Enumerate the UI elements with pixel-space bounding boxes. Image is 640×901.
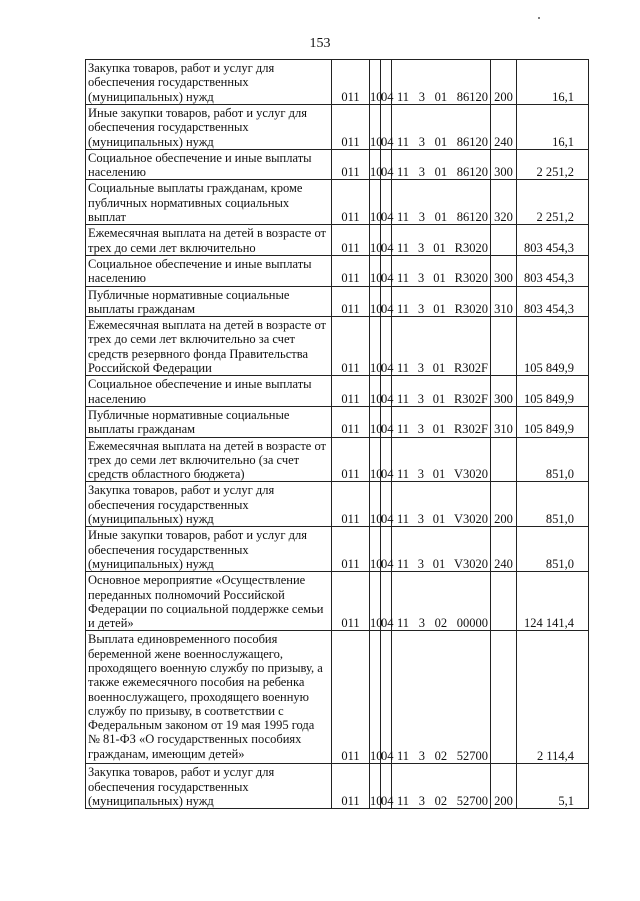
event-code: 01 [433, 271, 446, 286]
event-code: 02 [434, 616, 448, 631]
amount: 851,0 [517, 482, 589, 527]
amount: 803 454,3 [517, 255, 589, 286]
admin-code: 011 [332, 149, 370, 180]
row-name: Закупка товаров, работ и услуг для обеспечения государственных (муниципальных) нужд [88, 765, 275, 808]
subsection-code: 04 [381, 105, 392, 150]
admin-code: 011 [332, 406, 370, 437]
subsection-code: 04 [381, 764, 392, 809]
target-article-cell [392, 180, 491, 225]
section-code: 10 [370, 406, 381, 437]
direction-code: R3020 [454, 271, 488, 286]
program-code: 11 [397, 240, 410, 255]
expense-type-code [491, 437, 517, 482]
section-code: 10 [370, 286, 381, 317]
expense-type-code: 200 [491, 60, 517, 105]
expense-type-code: 320 [491, 180, 517, 225]
subsection-code: 04 [381, 437, 392, 482]
subprogram-code: 3 [417, 361, 425, 376]
section-code: 10 [370, 376, 381, 407]
subprogram-code: 3 [418, 271, 425, 286]
row-name: Ежемесячная выплата на детей в возрасте от трех до семи лет включительно [88, 226, 327, 255]
target-article-cell [392, 631, 491, 764]
target-article [395, 512, 490, 526]
direction-code: 86120 [456, 89, 488, 104]
budget-table [85, 59, 589, 809]
subprogram-code: 3 [418, 134, 425, 149]
program-code: 11 [397, 467, 410, 482]
amount: 2 251,2 [517, 180, 589, 225]
expense-type-code: 240 [491, 105, 517, 150]
subprogram-code: 3 [417, 512, 425, 527]
section-code: 10 [370, 572, 381, 631]
admin-code: 011 [332, 180, 370, 225]
table-row [86, 572, 589, 631]
row-name-cell [86, 225, 332, 256]
event-code: 01 [434, 165, 448, 180]
row-name-cell [86, 527, 332, 572]
row-name: Закупка товаров, работ и услуг для обеспечения государственных (муниципальных) нужд [88, 61, 275, 104]
row-name-cell [86, 631, 332, 764]
row-name: Социальное обеспечение и иные выплаты населению [88, 256, 312, 286]
row-name-cell [86, 376, 332, 407]
admin-code: 011 [332, 60, 370, 105]
admin-code: 011 [332, 437, 370, 482]
target-article-cell [392, 105, 491, 150]
target-article [395, 271, 490, 285]
section-code: 10 [370, 437, 381, 482]
admin-code: 011 [332, 225, 370, 256]
direction-code: V3020 [453, 556, 488, 571]
event-code: 01 [432, 556, 446, 571]
admin-code: 011 [332, 105, 370, 150]
section-code: 10 [370, 60, 381, 105]
subsection-code: 04 [381, 527, 392, 572]
subprogram-code: 3 [417, 422, 425, 437]
target-article-cell [392, 317, 491, 376]
subprogram-code: 3 [418, 165, 425, 180]
budget-table-body [86, 60, 589, 809]
row-name: Иные закупки товаров, работ и услуг для обеспечения государственных (муниципальных) нужд [88, 106, 308, 149]
subprogram-code: 3 [418, 616, 425, 631]
row-name-cell [86, 286, 332, 317]
target-article-cell [392, 149, 491, 180]
subsection-code: 04 [381, 149, 392, 180]
program-code: 11 [397, 749, 410, 764]
admin-code: 011 [332, 317, 370, 376]
table-row [86, 225, 589, 256]
amount: 16,1 [517, 60, 589, 105]
amount: 803 454,3 [517, 225, 589, 256]
target-article [395, 302, 490, 316]
direction-code: R302F [453, 391, 488, 406]
subprogram-code: 3 [418, 301, 425, 316]
table-row [86, 764, 589, 809]
program-code: 11 [397, 422, 410, 437]
target-article-cell [392, 255, 491, 286]
program-code: 11 [397, 512, 410, 527]
target-article-cell [392, 225, 491, 256]
table-row [86, 286, 589, 317]
expense-type-code [491, 572, 517, 631]
event-code: 01 [434, 210, 448, 225]
row-name: Иные закупки товаров, работ и услуг для обеспечения государственных (муниципальных) нужд [88, 528, 308, 571]
admin-code: 011 [332, 764, 370, 809]
admin-code: 011 [332, 527, 370, 572]
event-code: 02 [434, 749, 448, 764]
section-code: 10 [370, 255, 381, 286]
table-row [86, 527, 589, 572]
page-number: 153 [309, 36, 331, 51]
event-code: 01 [434, 89, 448, 104]
event-code: 01 [432, 512, 446, 527]
amount: 5,1 [517, 764, 589, 809]
expense-type-code: 310 [491, 286, 517, 317]
scan-speck [538, 17, 540, 19]
target-article-cell [392, 482, 491, 527]
expense-type-code: 200 [491, 482, 517, 527]
target-article [395, 616, 490, 630]
section-code: 10 [370, 105, 381, 150]
event-code: 01 [433, 301, 446, 316]
table-row [86, 317, 589, 376]
expense-type-code: 300 [491, 149, 517, 180]
expense-type-code: 200 [491, 764, 517, 809]
row-name: Ежемесячная выплата на детей в возрасте от трех до семи лет включительно за счет средств резервного фонда Правительства Российской Федерации [88, 318, 327, 376]
row-name-cell [86, 764, 332, 809]
program-code: 11 [397, 616, 410, 631]
target-article-cell [392, 286, 491, 317]
event-code: 01 [434, 134, 448, 149]
direction-code: 86120 [456, 134, 488, 149]
amount: 16,1 [517, 105, 589, 150]
table-row [86, 406, 589, 437]
subsection-code: 04 [381, 317, 392, 376]
row-name-cell [86, 149, 332, 180]
admin-code: 011 [332, 631, 370, 764]
subprogram-code: 3 [418, 749, 425, 764]
row-name-cell [86, 60, 332, 105]
section-code: 10 [370, 631, 381, 764]
table-row [86, 60, 589, 105]
target-article [395, 361, 490, 375]
target-article [395, 794, 490, 808]
row-name: Закупка товаров, работ и услуг для обеспечения государственных (муниципальных) нужд [88, 483, 275, 527]
table-row [86, 437, 589, 482]
target-article-cell [392, 572, 491, 631]
program-code: 11 [397, 134, 410, 149]
target-article-cell [392, 527, 491, 572]
expense-type-code: 310 [491, 406, 517, 437]
row-name: Основное мероприятие «Осуществление переданных полномочий Российской Федерации по социальной поддержке семьи и детей» [88, 573, 324, 631]
subsection-code: 04 [381, 482, 392, 527]
table-row [86, 255, 589, 286]
target-article-cell [392, 376, 491, 407]
direction-code: R3020 [454, 301, 488, 316]
expense-type-code [491, 225, 517, 256]
amount: 2 114,4 [517, 631, 589, 764]
subprogram-code: 3 [417, 556, 425, 571]
expense-type-code: 300 [491, 376, 517, 407]
admin-code: 011 [332, 255, 370, 286]
target-article-cell [392, 437, 491, 482]
event-code: 01 [433, 240, 446, 255]
row-name-cell [86, 406, 332, 437]
direction-code: 86120 [456, 210, 488, 225]
table-row [86, 149, 589, 180]
direction-code: 86120 [456, 165, 488, 180]
event-code: 01 [432, 422, 446, 437]
direction-code: 00000 [456, 616, 488, 631]
program-code: 11 [397, 391, 410, 406]
admin-code: 011 [332, 482, 370, 527]
subprogram-code: 3 [418, 210, 425, 225]
amount: 803 454,3 [517, 286, 589, 317]
table-row [86, 105, 589, 150]
subprogram-code: 3 [418, 794, 425, 809]
subsection-code: 04 [381, 376, 392, 407]
table-row [86, 376, 589, 407]
target-article-cell [392, 60, 491, 105]
expense-type-code [491, 317, 517, 376]
subsection-code: 04 [381, 60, 392, 105]
table-row [86, 631, 589, 764]
section-code: 10 [370, 317, 381, 376]
program-code: 11 [397, 794, 410, 809]
expense-type-code: 300 [491, 255, 517, 286]
section-code: 10 [370, 527, 381, 572]
row-name: Социальное обеспечение и иные выплаты населению [88, 150, 312, 180]
subprogram-code: 3 [418, 89, 425, 104]
program-code: 11 [397, 89, 410, 104]
subprogram-code: 3 [417, 467, 425, 482]
program-code: 11 [397, 165, 410, 180]
amount: 105 849,9 [517, 406, 589, 437]
section-code: 10 [370, 180, 381, 225]
section-code: 10 [370, 482, 381, 527]
direction-code: R3020 [454, 240, 488, 255]
subprogram-code: 3 [417, 391, 425, 406]
event-code: 02 [434, 794, 448, 809]
subsection-code: 04 [381, 406, 392, 437]
amount: 124 141,4 [517, 572, 589, 631]
target-article-cell [392, 764, 491, 809]
row-name-cell [86, 255, 332, 286]
expense-type-code [491, 631, 517, 764]
target-article [395, 135, 490, 149]
admin-code: 011 [332, 376, 370, 407]
row-name-cell [86, 105, 332, 150]
row-name: Публичные нормативные социальные выплаты гражданам [88, 407, 290, 437]
program-code: 11 [397, 556, 410, 571]
row-name: Социальное обеспечение и иные выплаты населению [88, 377, 312, 406]
expense-type-code: 240 [491, 527, 517, 572]
subsection-code: 04 [381, 572, 392, 631]
subsection-code: 04 [381, 255, 392, 286]
admin-code: 011 [332, 572, 370, 631]
row-name: Публичные нормативные социальные выплаты гражданам [88, 287, 290, 316]
direction-code: R302F [453, 422, 488, 437]
event-code: 01 [432, 361, 446, 376]
target-article [395, 90, 490, 104]
target-article [395, 241, 490, 255]
row-name-cell [86, 180, 332, 225]
direction-code: V3020 [453, 512, 488, 527]
amount: 105 849,9 [517, 317, 589, 376]
program-code: 11 [397, 361, 410, 376]
target-article-cell [392, 406, 491, 437]
subsection-code: 04 [381, 286, 392, 317]
target-article [395, 422, 490, 436]
program-code: 11 [397, 210, 410, 225]
target-article [395, 165, 490, 179]
amount: 2 251,2 [517, 149, 589, 180]
subprogram-code: 3 [418, 240, 425, 255]
subsection-code: 04 [381, 631, 392, 764]
target-article [395, 210, 490, 224]
row-name-cell [86, 482, 332, 527]
target-article [395, 557, 490, 571]
row-name: Выплата единовременного пособия беременной жене военнослужащего, проходящего военную службу по призыву, а также ежемесячного пособия на ребенка военнослужащего, проходящего военную службу по призыву, в соответствии с Федеральным законом от 19 мая 1995 года № 81-ФЗ «О государственных пособиях гражданам, имеющим детей» [88, 632, 323, 761]
direction-code: R302F [453, 361, 488, 376]
subsection-code: 04 [381, 180, 392, 225]
amount: 851,0 [517, 437, 589, 482]
event-code: 01 [432, 391, 446, 406]
table-row [86, 180, 589, 225]
row-name: Ежемесячная выплата на детей в возрасте от трех до семи лет включительно (за счет средств областного бюджета) [88, 438, 327, 482]
program-code: 11 [397, 301, 410, 316]
amount: 851,0 [517, 527, 589, 572]
direction-code: 52700 [456, 794, 488, 809]
program-code: 11 [397, 271, 410, 286]
row-name: Социальные выплаты гражданам, кроме публичных нормативных социальных выплат [88, 181, 303, 225]
section-code: 10 [370, 225, 381, 256]
amount: 105 849,9 [517, 376, 589, 407]
subsection-code: 04 [381, 225, 392, 256]
direction-code: V3020 [453, 467, 488, 482]
target-article [395, 467, 490, 481]
section-code: 10 [370, 764, 381, 809]
target-article [395, 392, 490, 406]
admin-code: 011 [332, 286, 370, 317]
row-name-cell [86, 437, 332, 482]
target-article [395, 749, 490, 763]
row-name-cell [86, 317, 332, 376]
direction-code: 52700 [456, 749, 488, 764]
event-code: 01 [432, 467, 446, 482]
row-name-cell [86, 572, 332, 631]
table-row [86, 482, 589, 527]
section-code: 10 [370, 149, 381, 180]
